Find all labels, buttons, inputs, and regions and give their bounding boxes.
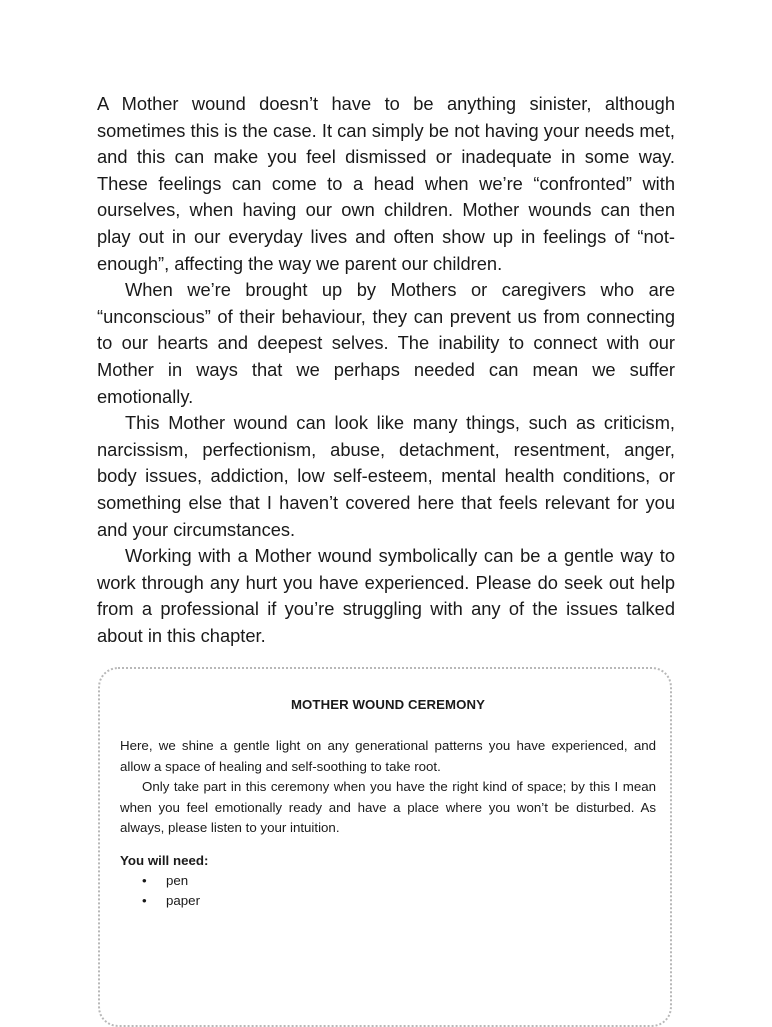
main-text [97, 91, 675, 649]
ceremony-paragraph: Here, we shine a gentle light on any generational patterns you have experienced, and allow a space of healing and self-soothing to take root. [120, 738, 656, 774]
ceremony-content [120, 697, 656, 912]
bullet-icon: • [142, 893, 147, 908]
page-body [97, 91, 675, 649]
bullet-icon: • [142, 872, 147, 888]
needs-list [120, 871, 656, 912]
needs-heading: You will need: [120, 852, 209, 868]
ceremony-title: MOTHER WOUND CEREMONY [290, 697, 486, 712]
list-item-label: pen [166, 872, 189, 888]
ceremony-box [98, 667, 672, 1027]
paragraph: A Mother wound doesn’t have to be anything sinister, although sometimes this is the case. It can simply be not having your needs met, and this can make you feel dismissed or inadequate in some way. These feelings can come to a head when we’re “confronted” with ourselves, when having our own children. Mother wounds can then play out in our everyday lives and often show up in feelings of “not-enough”, affecting the way we parent our children. [97, 93, 675, 274]
paragraph: This Mother wound can look like many things, such as criticism, narcissism, perfectionism, abuse, detachment, resentment, anger, body issues, addiction, low self-esteem, mental health conditions, or something else that I haven’t covered here that feels relevant for you and your circumstances. [97, 412, 675, 540]
paragraph: Working with a Mother wound symbolically can be a gentle way to work through any hurt you have experienced. Please do seek out help from a professional if you’re struggling with any of the issues talked about in this chapter. [97, 545, 675, 646]
list-item [120, 891, 656, 912]
ceremony-paragraph: Only take part in this ceremony when you have the right kind of space; by this I mean when you feel emotionally ready and have a place where you won’t be disturbed. As always, please listen to your intuition. [120, 779, 656, 835]
list-item [120, 871, 656, 892]
paragraph: When we’re brought up by Mothers or caregivers who are “unconscious” of their behaviour, they can prevent us from connecting to our hearts and deepest selves. The inability to connect with our Mother in ways that we perhaps needed can mean we suffer emotionally. [97, 279, 675, 407]
list-item-label: paper [166, 893, 201, 908]
